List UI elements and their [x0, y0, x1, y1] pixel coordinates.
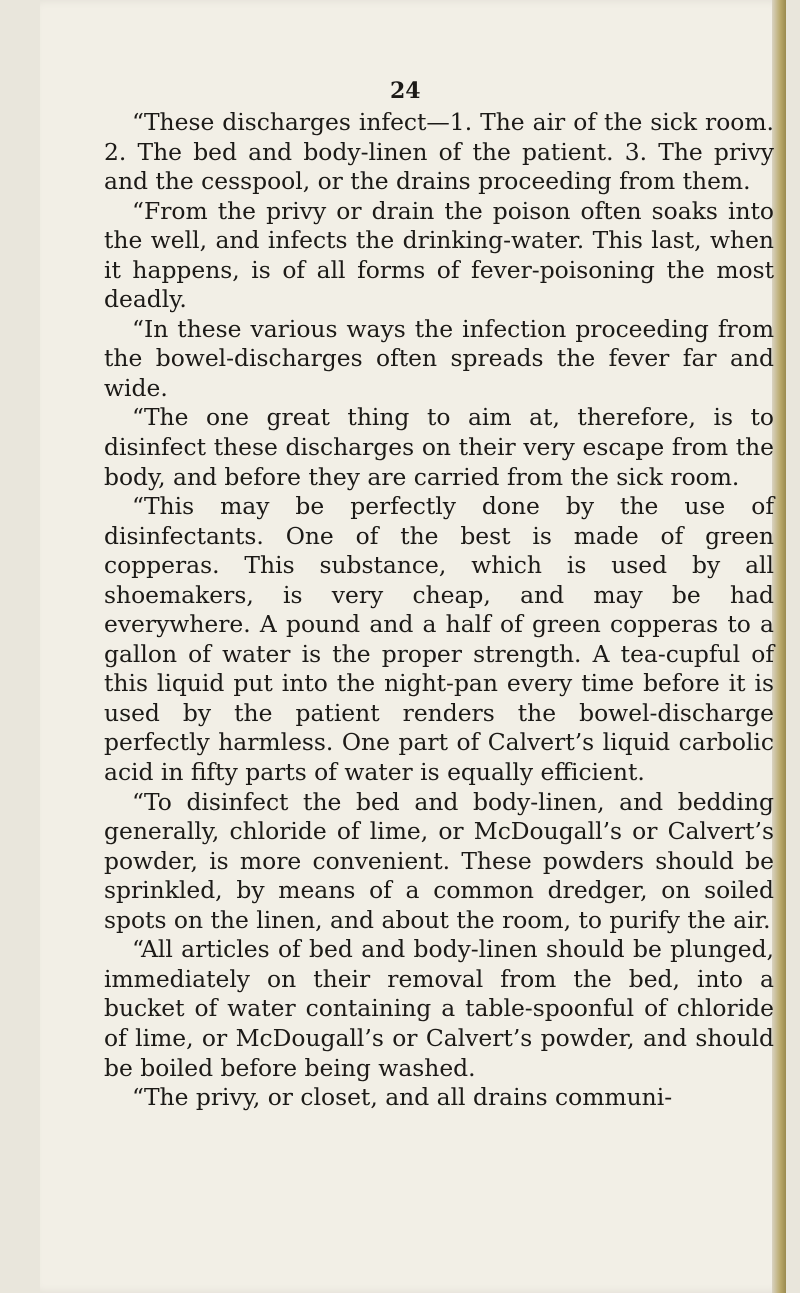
paragraph-discharges-infect: “These discharges infect—1. The air of the sick room. 2. The bed and body-linen of the patient. 3. The privy and the cesspool, or the drains proceeding from them. [104, 108, 774, 196]
paragraph-bed-linen: “To disinfect the bed and body-linen, and bedding generally, chloride of lime, or McDougall’s or Calvert’s powder, is more convenient. These powders should be sprinkled, by means of a common dredger, on soiled spots on the linen, and about the room, to purify the air. [104, 787, 774, 934]
page-number: 24 [390, 78, 421, 104]
paragraph-disinfectants: “This may be perfectly done by the use of disinfectants. One of the best is made of green copperas. This substance, which is used by all shoemakers, is very cheap, and may be had everywhere. A pound and a half of green copperas to a gallon of water is the proper strength. A tea-cupful of this liquid put into the night-pan every time before it is used by the patient renders the bowel-discharge perfectly harmless. One part of Calvert’s liquid carbolic acid in fifty parts of water is equally efficient. [104, 492, 774, 787]
page-edge [772, 0, 786, 1293]
paragraph-privy-drain: “From the privy or drain the poison often soaks into the well, and infects the drinking-water. This last, when it happens, is of all forms of fever-poisoning the most deadly. [104, 196, 774, 314]
paragraph-various-ways: “In these various ways the infection proceeding from the bowel-discharges often spreads the fever far and wide. [104, 314, 774, 402]
book-page [40, 0, 786, 1293]
paragraph-great-thing: “The one great thing to aim at, therefore, is to disinfect these discharges on their very escape from the body, and before they are carried from the sick room. [104, 403, 774, 491]
paragraph-all-articles: “All articles of bed and body-linen should be plunged, immediately on their removal from the bed, into a bucket of water containing a table-spoonful of chloride of lime, or McDougall’s or Calvert’s powder, and should be boiled before being washed. [104, 935, 774, 1082]
paragraph-privy-closet: “The privy, or closet, and all drains communi- [132, 1083, 673, 1112]
body-text [104, 108, 774, 1113]
